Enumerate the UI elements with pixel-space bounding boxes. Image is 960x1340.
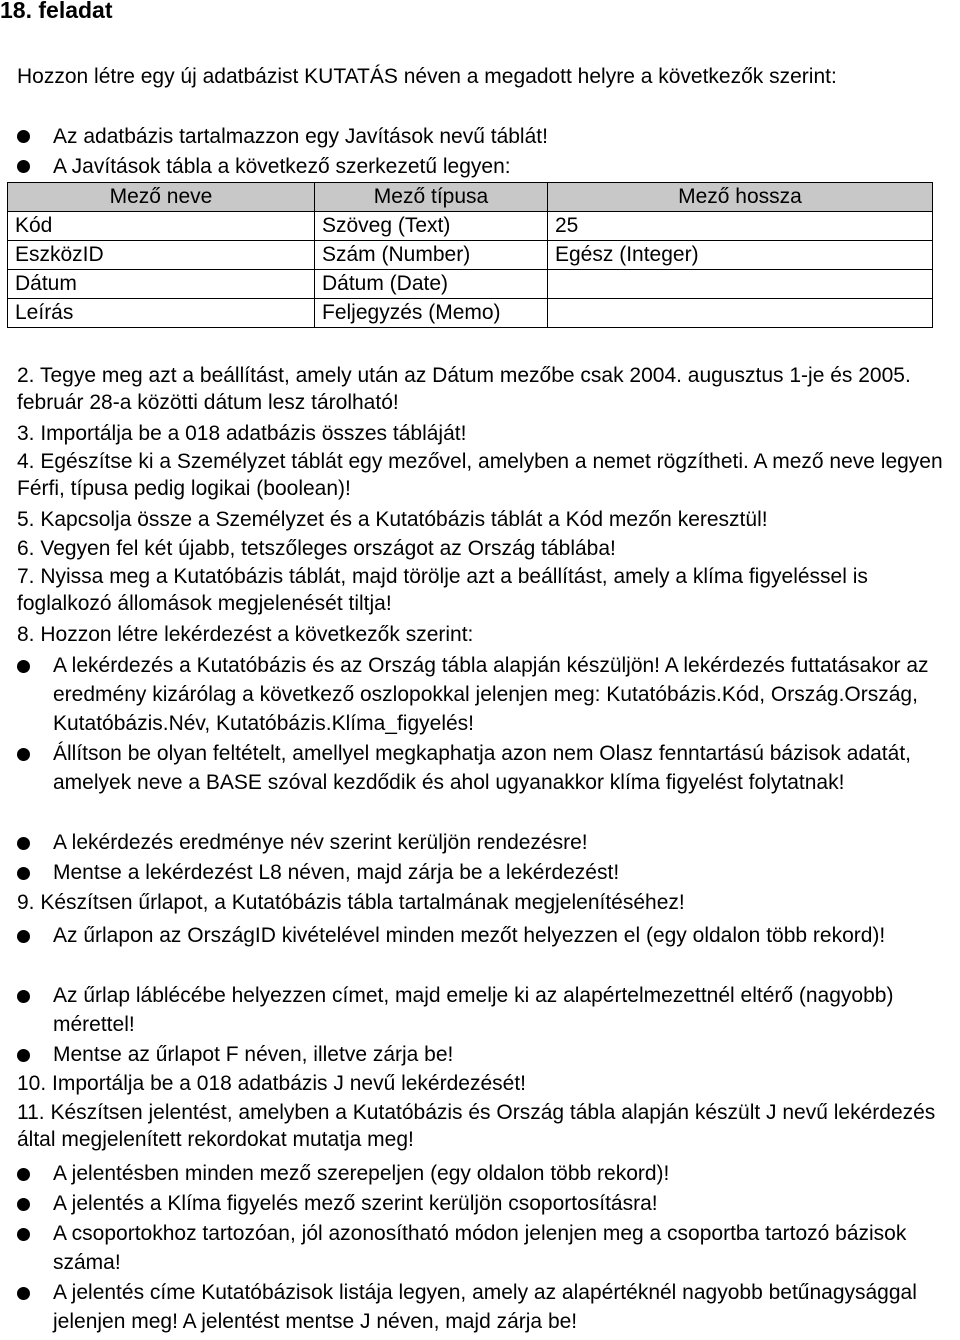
- table-cell: Dátum (Date): [315, 270, 548, 299]
- task-8: 8. Hozzon létre lekérdezést a következők szerint:: [17, 623, 474, 646]
- bullet-icon: [17, 867, 30, 880]
- list-item: Mentse a lekérdezést L8 néven, majd zárja be a lekérdezést!: [17, 858, 947, 887]
- task-5: 5. Kapcsolja össze a Személyzet és a Kutatóbázis táblát a Kód mezőn keresztül!: [17, 508, 768, 531]
- list-item: Állítson be olyan feltételt, amellyel megkaphatja azon nem Olasz fenntartású bázisok adatát, amelyek neve a BASE szóval kezdődik és ahol ugyanakkor klíma figyelést folytatnak!: [17, 739, 947, 797]
- table-cell: Szám (Number): [315, 241, 548, 270]
- table-row: [8, 212, 933, 241]
- table-cell: [548, 270, 933, 299]
- table-cell: 25: [548, 212, 933, 241]
- list-item: A lekérdezés a Kutatóbázis és az Ország tábla alapján készüljön! A lekérdezés futtatásakor az eredmény kizárólag a következő oszlopokkal jelenjen meg: Kutatóbázis.Kód, Ország.Ország, Kutatóbázis.Név, Kutatóbázis.Klíma_figyelés!: [17, 651, 947, 738]
- table-cell: Leírás: [8, 299, 315, 328]
- list-item: A csoportokhoz tartozóan, jól azonosítható módon jelenjen meg a csoportba tartozó bázisok száma!: [17, 1219, 947, 1277]
- table-cell: Feljegyzés (Memo): [315, 299, 548, 328]
- task-2: 2. Tegye meg azt a beállítást, amely után az Dátum mezőbe csak 2004. augusztus 1-je és 2005. február 28-a közötti dátum lesz tárolható!: [17, 364, 911, 414]
- list-item: A jelentés a Klíma figyelés mező szerint kerüljön csoportosításra!: [17, 1189, 947, 1218]
- bullet-icon: [17, 990, 30, 1003]
- table-header-cell: Mező neve: [8, 183, 315, 212]
- task-6: 6. Vegyen fel két újabb, tetszőleges országot az Ország táblába!: [17, 537, 616, 560]
- table-cell: Dátum: [8, 270, 315, 299]
- table-cell: EszközID: [8, 241, 315, 270]
- bullet-icon: [17, 837, 30, 850]
- task-10: 10. Importálja be a 018 adatbázis J nevű lekérdezését!: [17, 1072, 526, 1095]
- bullet-icon: [17, 160, 30, 173]
- table-cell: [548, 299, 933, 328]
- bullet-icon: [17, 1198, 30, 1211]
- table-header-row: [8, 183, 933, 212]
- list-item: A jelentés címe Kutatóbázisok listája legyen, amely az alapértéknél nagyobb betűnagysággal jelenjen meg! A jelentést mentse J néven, majd zárja be!: [17, 1278, 947, 1336]
- task-7: 7. Nyissa meg a Kutatóbázis táblát, majd törölje azt a beállítást, amely a klíma figyeléssel is foglalkozó állomások megjelenését tiltja!: [17, 565, 868, 615]
- task-3: 3. Importálja be a 018 adatbázis összes tábláját!: [17, 422, 467, 445]
- bullet-icon: [17, 748, 30, 761]
- table-row: [8, 299, 933, 328]
- exercise-title: 18. feladat: [0, 0, 113, 23]
- list-item: A lekérdezés eredménye név szerint kerüljön rendezésre!: [17, 828, 947, 857]
- bullet-icon: [17, 1228, 30, 1241]
- table-header-cell: Mező típusa: [315, 183, 548, 212]
- table-cell: Egész (Integer): [548, 241, 933, 270]
- bullet-icon: [17, 1168, 30, 1181]
- table-cell: Szöveg (Text): [315, 212, 548, 241]
- bullet-icon: [17, 130, 30, 143]
- bullet-icon: [17, 1049, 30, 1062]
- intro-text: Hozzon létre egy új adatbázist KUTATÁS néven a megadott helyre a következők szerint:: [17, 65, 837, 88]
- task-4: 4. Egészítse ki a Személyzet táblát egy mezővel, amelyben a nemet rögzítheti. A mező neve legyen Férfi, típusa pedig logikai (boolean)!: [17, 450, 943, 500]
- list-item: Az űrlapon az OrszágID kivételével minden mezőt helyezzen el (egy oldalon több rekord)!: [17, 921, 947, 950]
- bullet-icon: [17, 1287, 30, 1300]
- list-item: A jelentésben minden mező szerepeljen (egy oldalon több rekord)!: [17, 1159, 947, 1188]
- list-item: Az űrlap láblécébe helyezzen címet, majd emelje ki az alapértelmezettnél eltérő (nagyobb) mérettel!: [17, 981, 947, 1039]
- table-cell: Kód: [8, 212, 315, 241]
- task-9: 9. Készítsen űrlapot, a Kutatóbázis tábla tartalmának megjelenítéséhez!: [17, 891, 685, 914]
- bullet-icon: [17, 930, 30, 943]
- table-header-cell: Mező hossza: [548, 183, 933, 212]
- task-11: 11. Készítsen jelentést, amelyben a Kutatóbázis és Ország tábla alapján készült J nevű lekérdezés által megjelenített rekordokat mutatja meg!: [17, 1101, 936, 1151]
- list-item: Mentse az űrlapot F néven, illetve zárja be!: [17, 1040, 947, 1069]
- field-structure-table: [7, 182, 933, 328]
- bullet-icon: [17, 660, 30, 673]
- table-row: [8, 241, 933, 270]
- table-row: [8, 270, 933, 299]
